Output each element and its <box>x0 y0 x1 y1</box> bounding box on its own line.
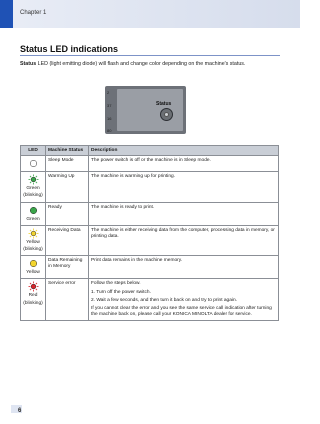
status-label: Status <box>156 101 172 107</box>
led-indicator <box>23 158 43 169</box>
led-color-label: Red <box>28 293 38 299</box>
machine-status-cell: Sleep Mode <box>46 156 89 172</box>
description-cell <box>89 202 279 225</box>
led-cell <box>21 256 46 279</box>
table-row <box>21 279 279 321</box>
description-cell <box>89 279 279 321</box>
led-status-table <box>20 145 279 321</box>
description-paragraph: 2. Wait a few seconds, and then turn it back on and try to print again. <box>91 297 237 303</box>
table-header-row <box>21 146 279 156</box>
led-indicator <box>23 174 43 199</box>
control-panel-illustration <box>105 86 186 134</box>
status-button <box>160 108 173 121</box>
led-blinking-icon <box>28 174 39 185</box>
panel-mark: 2 <box>107 90 110 95</box>
description-paragraph: The machine is either receiving data from the computer, processing data in memory, or printing data. <box>91 227 275 240</box>
description-cell <box>89 156 279 172</box>
description-paragraph: If you cannot clear the error and you see the same service call indication after turning the machine back on, please call your KONICA MINOLTA dealer for service. <box>91 306 272 318</box>
led-cell <box>21 156 46 172</box>
machine-status-cell: Data Remaining in Memory <box>46 256 89 279</box>
description-cell <box>89 256 279 279</box>
led-color-label: Yellow <box>26 239 40 245</box>
section-title: Status LED indications <box>20 44 119 54</box>
intro-paragraph <box>20 61 282 69</box>
table-body <box>21 156 279 321</box>
description-cell <box>89 225 279 255</box>
led-mode-label: (blinking) <box>23 300 43 306</box>
led-on-icon <box>28 205 39 216</box>
table-row <box>21 256 279 279</box>
led-color-label: Green <box>26 186 40 192</box>
column-header-machine-status: Machine Status <box>46 146 89 156</box>
description-paragraph: Follow the steps below. <box>91 281 141 287</box>
led-cell <box>21 172 46 202</box>
table-row <box>21 156 279 172</box>
table-row <box>21 172 279 202</box>
title-divider <box>20 55 280 56</box>
table-row <box>21 225 279 255</box>
led-cell <box>21 202 46 225</box>
led-indicator <box>23 205 43 223</box>
led-blinking-icon <box>28 228 39 239</box>
table-row <box>21 202 279 225</box>
column-header-description: Description <box>89 146 279 156</box>
description-paragraph: Print data remains in the machine memory. <box>91 258 183 264</box>
led-blinking-icon <box>28 281 39 292</box>
led-mode-label: (blinking) <box>23 247 43 253</box>
machine-status-cell: Warming Up <box>46 172 89 202</box>
chapter-tab <box>0 0 13 28</box>
panel-face <box>117 89 183 131</box>
led-on-icon <box>28 258 39 269</box>
led-cell <box>21 279 46 321</box>
column-header-led: LED <box>21 146 46 156</box>
panel-mark: 37 <box>107 103 112 108</box>
led-mode-label: (blinking) <box>23 193 43 199</box>
machine-status-cell: Receiving Data <box>46 225 89 255</box>
led-cell <box>21 225 46 255</box>
led-indicator <box>23 281 43 306</box>
led-color-label: Green <box>26 216 40 222</box>
description-paragraph: The power switch is off or the machine is in Sleep mode. <box>91 158 211 164</box>
intro-text: LED (light emitting diode) will flash and change color depending on the machine's status. <box>36 61 246 67</box>
page-header <box>0 0 300 28</box>
intro-bold-term: Status <box>20 61 37 67</box>
status-led-icon <box>164 112 169 117</box>
machine-status-cell: Service error <box>46 279 89 321</box>
panel-mark: 80 <box>107 128 112 133</box>
description-cell <box>89 172 279 202</box>
page-number: 6 <box>18 408 22 414</box>
panel-mark: 16 <box>107 116 112 121</box>
machine-status-cell: Ready <box>46 202 89 225</box>
description-paragraph: The machine is warming up for printing. <box>91 174 175 180</box>
led-color-label: Yellow <box>26 270 40 276</box>
description-paragraph: The machine is ready to print. <box>91 204 155 210</box>
chapter-label: Chapter 1 <box>20 10 47 16</box>
led-off-icon <box>28 158 39 169</box>
led-indicator <box>23 258 43 276</box>
description-paragraph: 1. Turn off the power switch. <box>91 289 151 295</box>
led-indicator <box>23 228 43 253</box>
